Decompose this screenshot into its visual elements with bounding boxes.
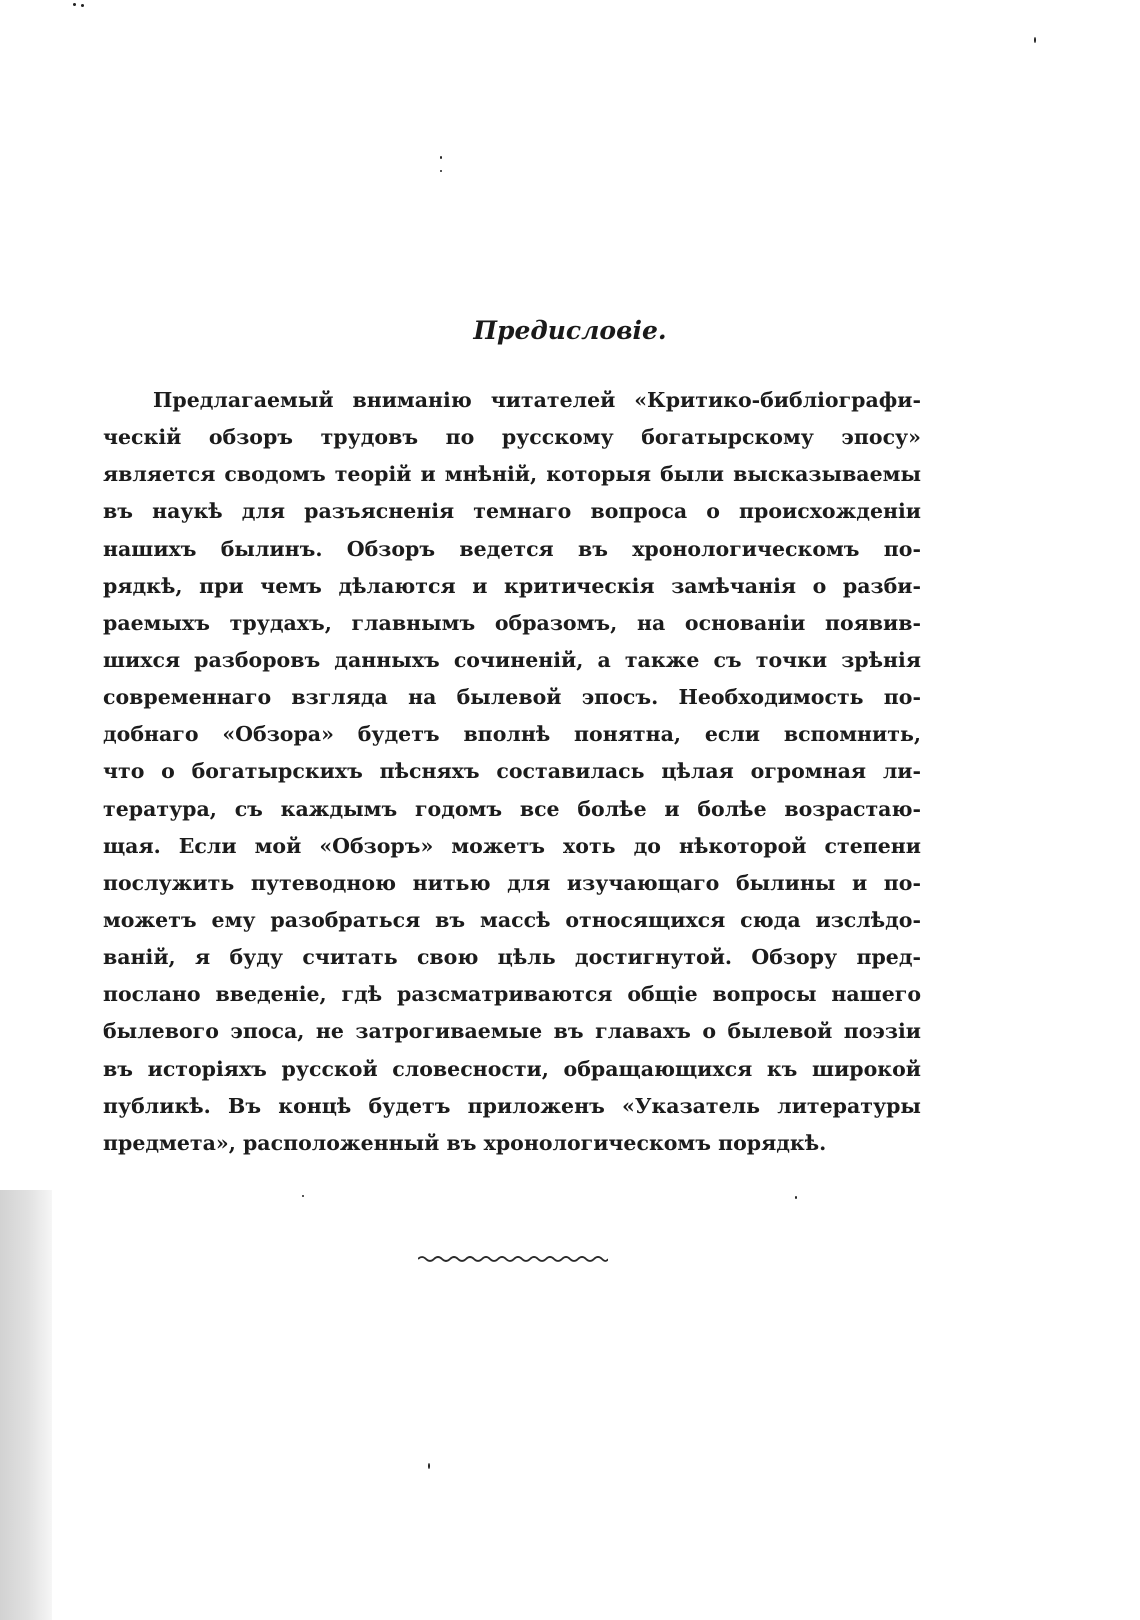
scan-shadow — [0, 1190, 52, 1620]
page-title: Предисловіе. — [473, 316, 667, 345]
preface-text — [103, 382, 921, 1162]
scan-speck — [440, 156, 442, 159]
text-line: былевого эпоса, не затрогиваемые въ главахъ о былевой поэзіи — [103, 1019, 921, 1044]
decorative-wave-divider — [418, 1253, 608, 1265]
text-line: добнаго «Обзора» будетъ вполнѣ понятна, если вспомнить, — [103, 722, 921, 747]
text-line: является сводомъ теорій и мнѣній, которыя были высказываемы — [103, 462, 921, 487]
text-line: что о богатырскихъ пѣсняхъ составилась цѣлая огромная ли- — [103, 759, 921, 784]
text-line: можетъ ему разобраться въ массѣ относящихся сюда изслѣдо- — [103, 907, 921, 932]
text-line: ческій обзоръ трудовъ по русскому богатырскому эпосу» — [103, 425, 921, 450]
scan-speck — [440, 170, 442, 172]
scan-speck — [1034, 37, 1036, 43]
text-line: ваній, я буду считать свою цѣль достигнутой. Обзору пред- — [103, 945, 921, 970]
text-line: шихся разборовъ данныхъ сочиненій, а также съ точки зрѣнія — [103, 647, 921, 672]
text-line: раемыхъ трудахъ, главнымъ образомъ, на основаніи появив- — [103, 610, 921, 635]
text-line: современнаго взгляда на былевой эпосъ. Необходимость по- — [103, 685, 921, 710]
scan-speck — [73, 3, 76, 6]
text-line: предмета», расположенный въ хронологическомъ порядкѣ. — [103, 1130, 827, 1155]
text-line: рядкѣ, при чемъ дѣлаются и критическія замѣчанія о разби- — [103, 573, 921, 598]
scan-speck — [302, 1195, 304, 1197]
text-line: Предлагаемый вниманію читателей «Критико-библіографи- — [153, 388, 921, 412]
text-line: тература, съ каждымъ годомъ все болѣе и болѣе возрастаю- — [103, 796, 921, 821]
text-line: публикѣ. Въ концѣ будетъ приложенъ «Указатель литературы — [103, 1093, 921, 1118]
text-line: въ наукѣ для разъясненія темнаго вопроса о происхожденіи — [103, 499, 921, 524]
text-line: нашихъ былинъ. Обзоръ ведется въ хронологическомъ по- — [103, 536, 921, 561]
text-line: въ исторіяхъ русской словесности, обращающихся къ широкой — [103, 1056, 921, 1081]
scan-speck — [795, 1196, 797, 1199]
text-line: послано введеніе, гдѣ разсматриваются общіе вопросы нашего — [103, 982, 921, 1007]
text-line: щая. Если мой «Обзоръ» можетъ хоть до нѣкоторой степени — [103, 833, 921, 858]
scan-speck — [428, 1463, 430, 1469]
scan-speck — [81, 4, 84, 7]
text-line: послужить путеводною нитью для изучающаго былины и по- — [103, 870, 921, 895]
